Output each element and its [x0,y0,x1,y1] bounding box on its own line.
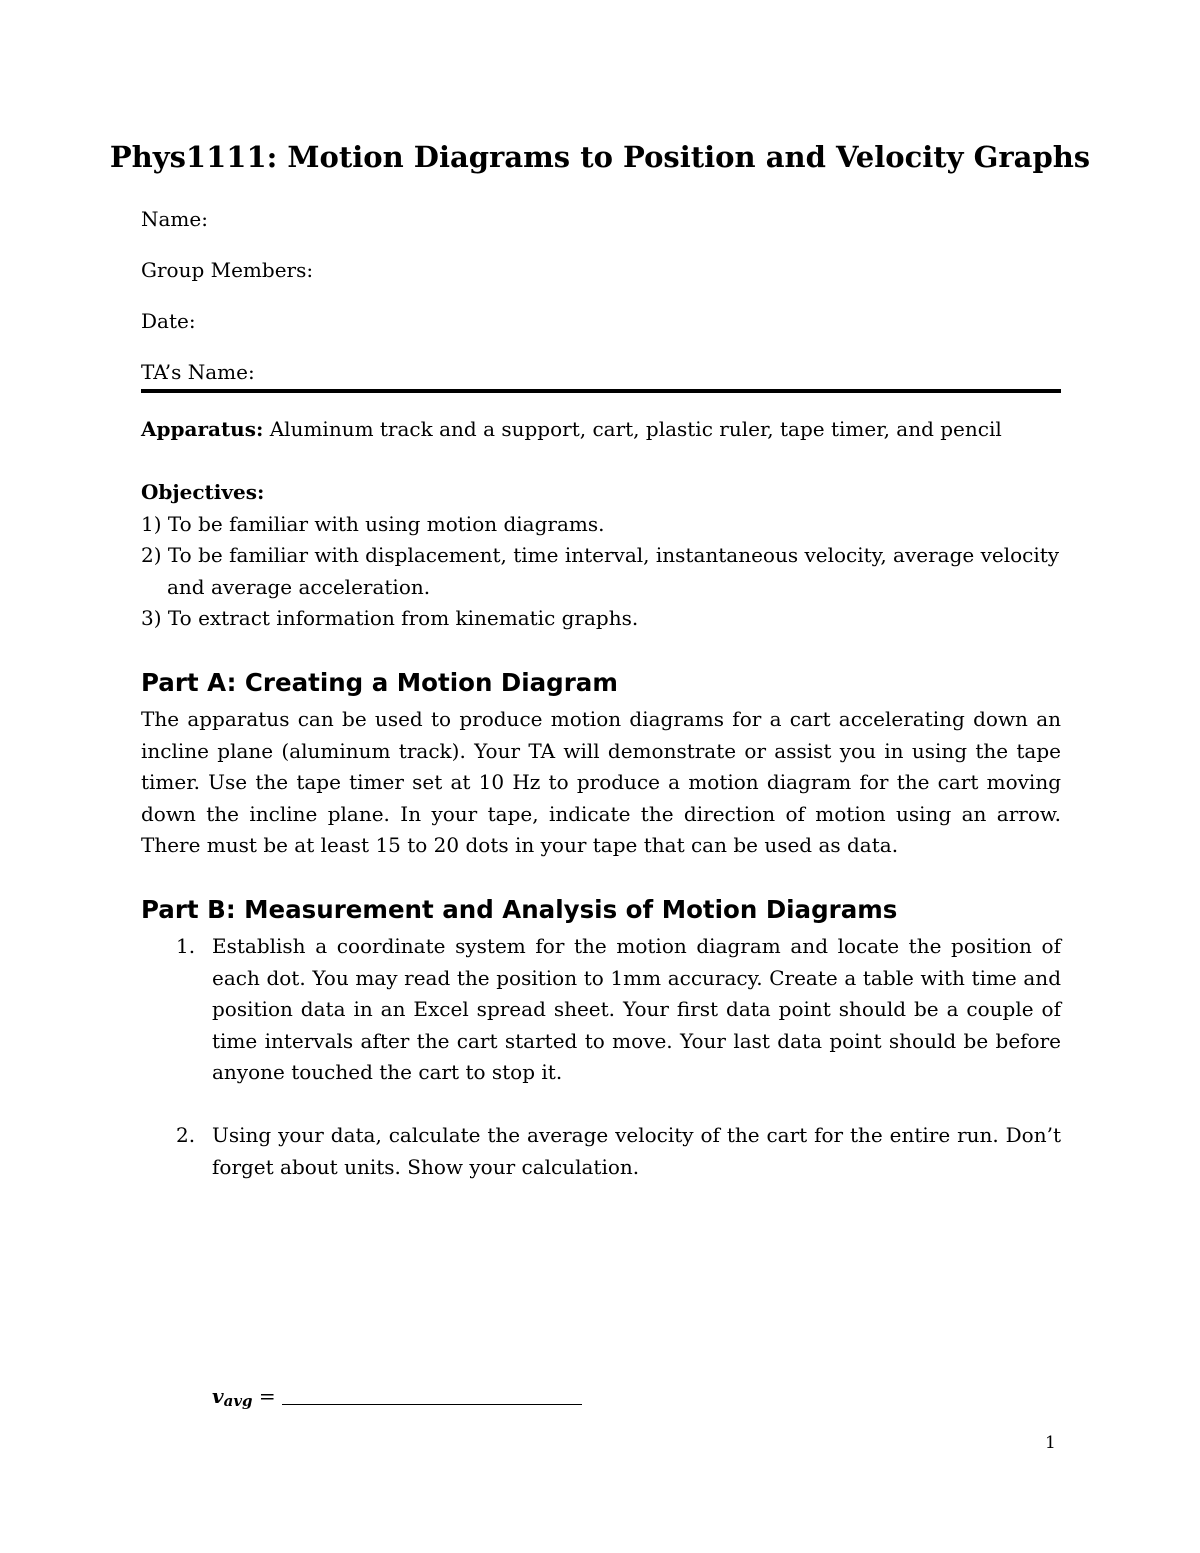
part-b-list [141,931,1061,1183]
part-b-heading: Part B: Measurement and Analysis of Motion Diagrams [141,895,898,924]
apparatus-section [141,414,1061,446]
list-item [141,931,1061,1089]
page-number: 1 [1045,1433,1056,1453]
group-members-field-label: Group Members: [141,258,314,282]
list-item [141,1120,1061,1183]
objective-item-continued: and average acceleration. [167,574,431,599]
part-a-body: The apparatus can be used to produce motion diagrams for a cart accelerating down an incline plane (aluminum track). Your TA will demonstrate or assist you in using the tape timer. Use the tape timer set at 10 Hz to produce a motion diagram for the cart moving down the incline plane. In your tape, indicate the direction of motion using an arrow. There must be at least 15 to 20 dots in your tape that can be used as data. [141,707,1061,857]
list-item-text: Using your data, calculate the average velocity of the cart for the entire run. Don’t forget about units. Show your calculation. [212,1123,1061,1179]
objective-item: 1) To be familiar with using motion diagrams. [141,511,605,536]
answer-blank-line[interactable] [282,1404,582,1405]
list-item-text: Establish a coordinate system for the motion diagram and locate the position of each dot. You may read the position to 1mm accuracy. Create a table with time and position data in an Excel spread sheet. Your first data point should be a couple of time intervals after the cart started to move. Your last data point should be before anyone touched the cart to stop it. [212,934,1061,1084]
velocity-subscript: avg [223,1392,253,1410]
equals-sign: = [252,1384,276,1408]
name-field-label: Name: [141,207,208,231]
list-item-number: 1. [176,934,196,958]
velocity-symbol: v [212,1384,224,1408]
apparatus-text: Aluminum track and a support, cart, plastic ruler, tape timer, and pencil [263,417,1002,441]
list-item-number: 2. [176,1123,196,1147]
apparatus-label: Apparatus: [141,417,264,441]
page-title: Phys1111: Motion Diagrams to Position and Velocity Graphs [109,140,1091,174]
objective-item: 2) To be familiar with displacement, time interval, instantaneous velocity, average velocity [141,543,1060,567]
date-field-label: Date: [141,309,196,333]
header-divider [141,389,1061,393]
objective-item: 3) To extract information from kinematic graphs. [141,606,639,630]
objectives-section [141,477,1061,635]
part-a-heading: Part A: Creating a Motion Diagram [141,668,618,697]
objectives-label: Objectives: [141,480,265,504]
ta-name-field-label: TA’s Name: [141,360,255,384]
average-velocity-answer [212,1384,582,1410]
